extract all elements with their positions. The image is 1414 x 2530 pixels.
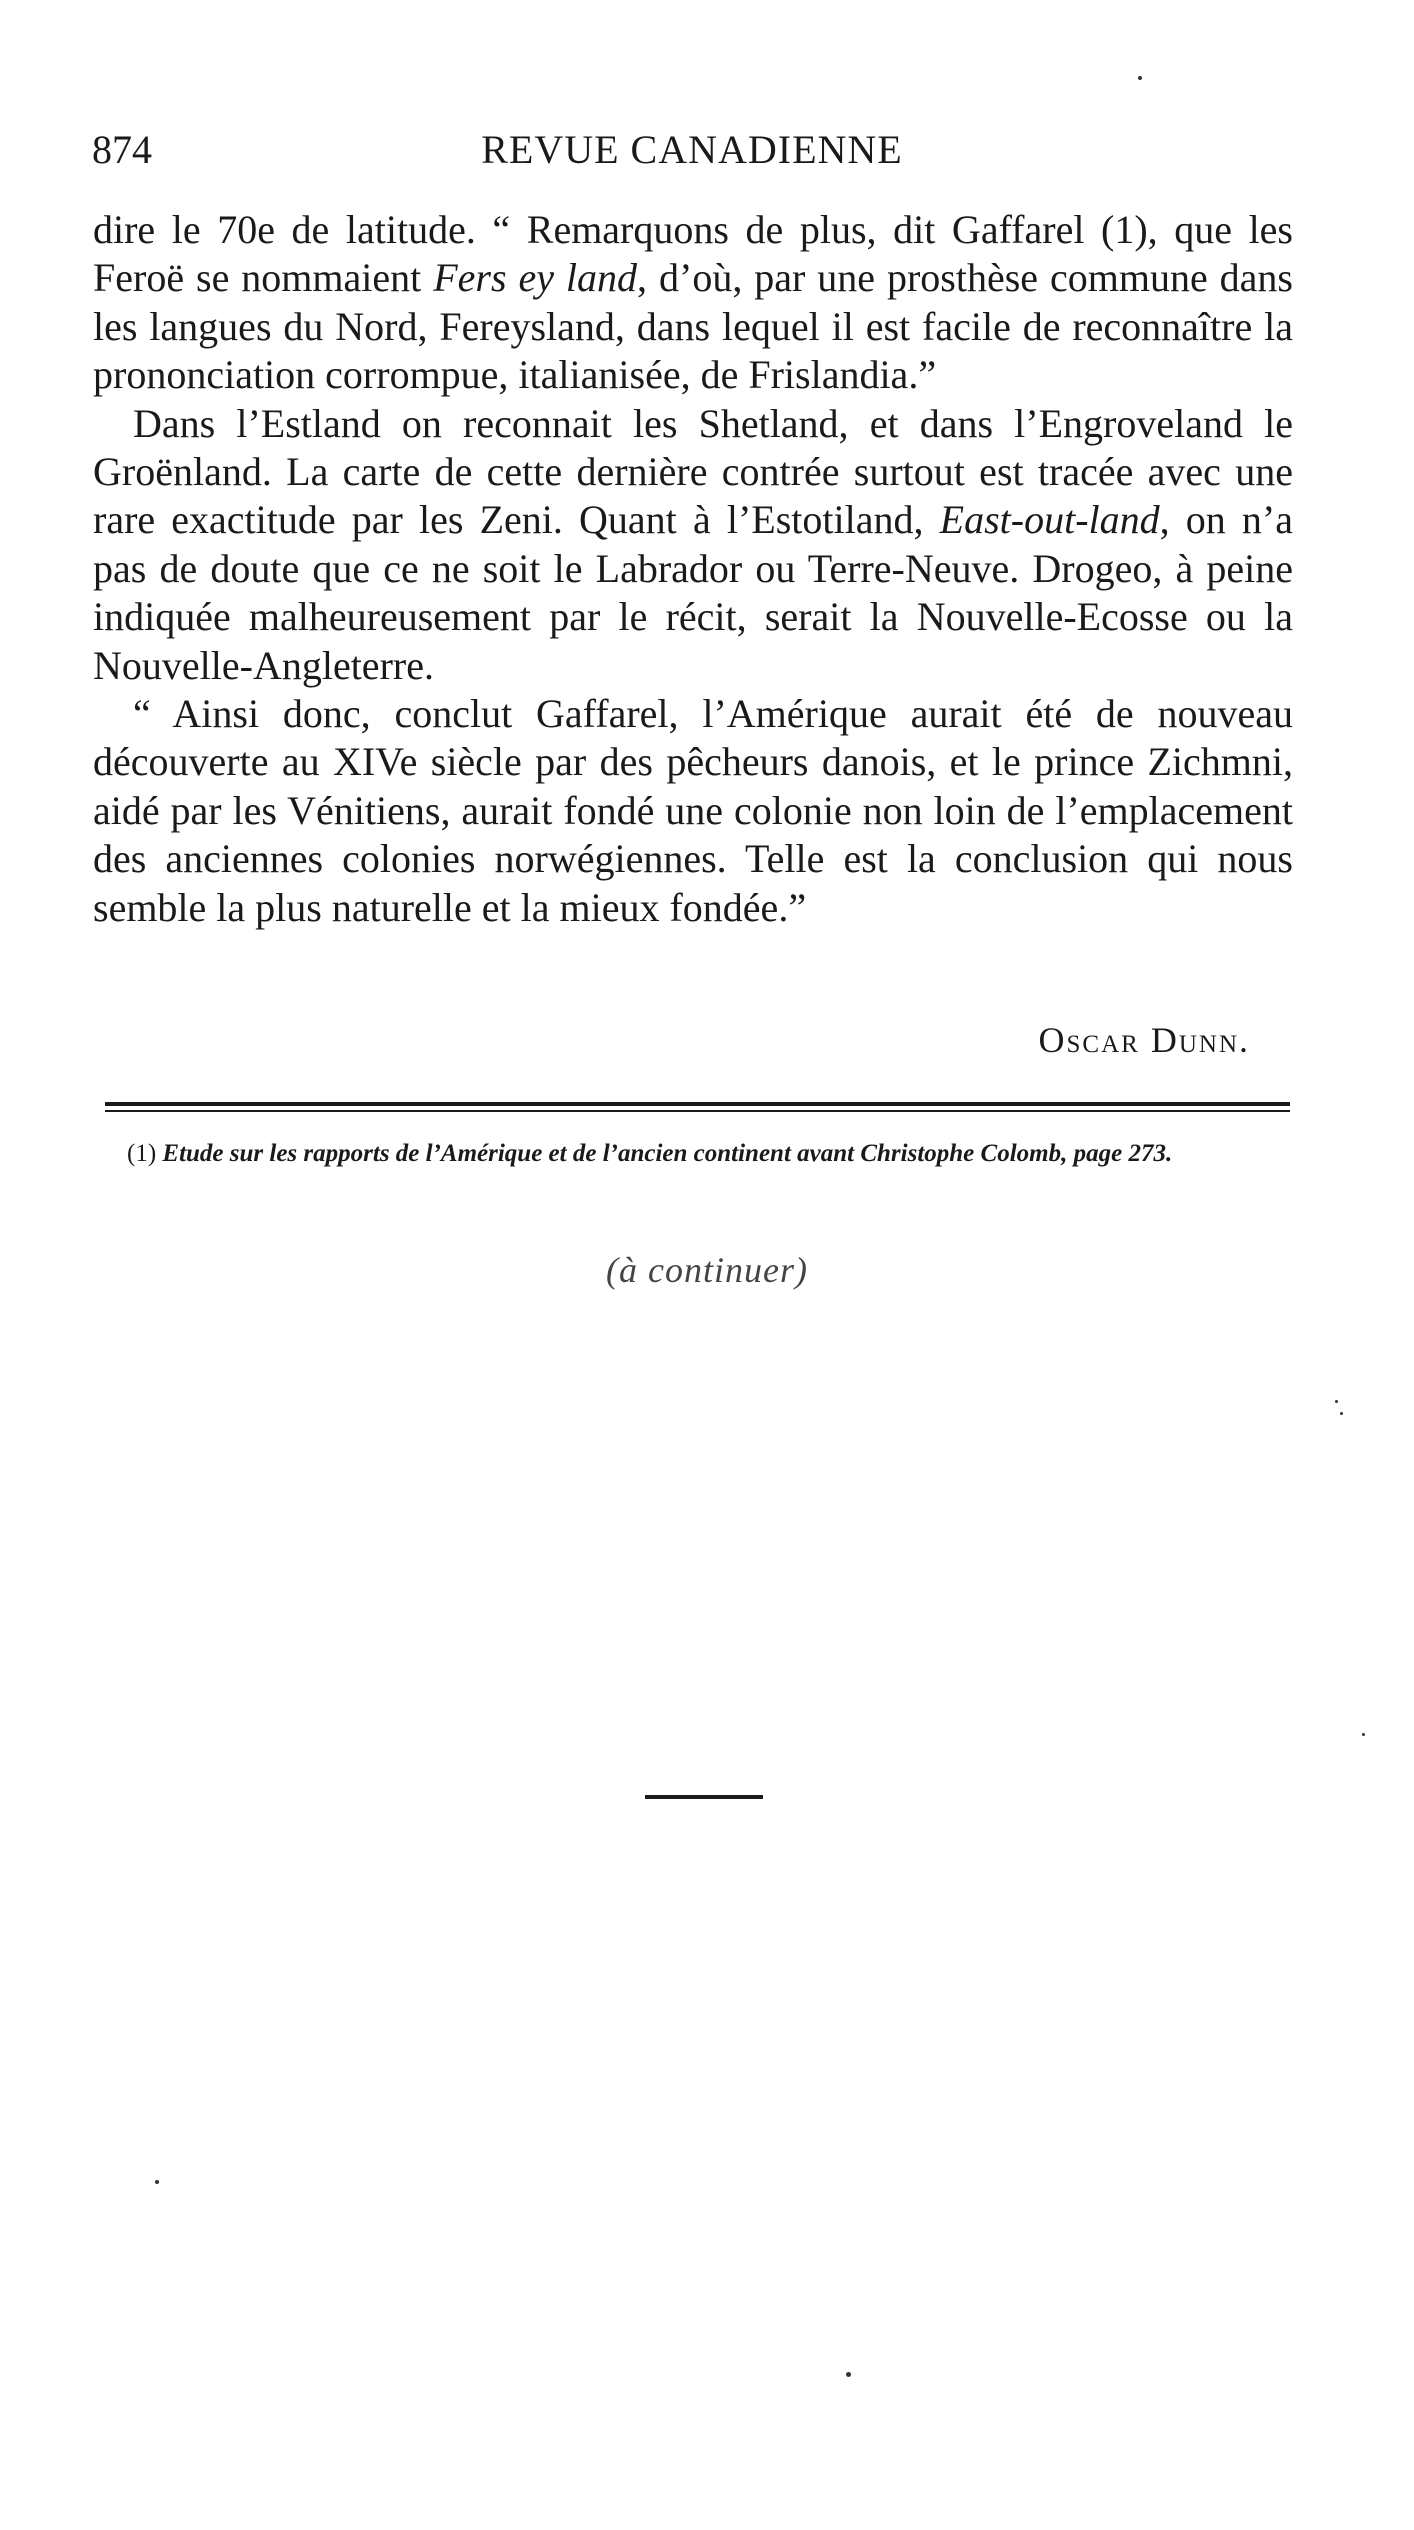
footnote-rule-thick: [105, 1102, 1290, 1106]
footnote-mark: (1): [127, 1140, 157, 1167]
footnote: [105, 1140, 1297, 1168]
paragraph-2-text-a: Dans l’Estland on reconnait les Shetland, et dans l’Engroveland le Groënland. La carte de cette dernière contrée surtout est tracée avec une rare exactitude par les Zeni. Quant à l’Estotiland,: [93, 400, 1293, 543]
continuation-note: (à continuer): [606, 1250, 808, 1290]
article-body: [93, 206, 1293, 932]
paragraph-1-italic: Fers ey land: [433, 255, 638, 301]
page-header: [92, 120, 1292, 180]
running-title: REVUE CANADIENNE: [481, 127, 903, 172]
footnote-title: Etude sur les rapports de l’Amérique et de l’ancien continent avant Christophe Colomb: [162, 1140, 1062, 1167]
paragraph-2: [93, 400, 1293, 690]
scan-speck: [1138, 76, 1142, 80]
paragraph-3: “ Ainsi donc, conclut Gaffarel, l’Amérique aurait été de nouveau découverte au XIVe siècle par des pêcheurs danois, et le prince Zichmni, aidé par les Vénitiens, aurait fondé une colonie non loin de l’emplacement des anciennes colonies norwégiennes. Telle est la conclusion qui nous semble la plus naturelle et la mieux fondée.”: [93, 691, 1293, 930]
author-signature: Oscar Dunn.: [1038, 1020, 1250, 1060]
page-number: 874: [92, 127, 152, 172]
paragraph-1-text-b: , d’où, par une prosthèse commune dans les langues du Nord, Fereysland, dans lequel il est facile de reconnaître la prononciation corrompue, italianisée, de Frislandia.”: [93, 255, 1294, 398]
scan-speck: [1340, 1412, 1343, 1415]
footnote-rule-thin: [105, 1110, 1290, 1112]
paragraph-1: [93, 206, 1293, 400]
paragraph-2-text-b: , on n’a pas de doute que ce ne soit le Labrador ou Terre-Neuve. Drogeo, à peine indiquée malheureusement par le récit, serait la Nouvelle-Ecosse ou la Nouvelle-Angleterre.: [93, 497, 1293, 688]
paragraph-1-text-a: dire le 70e de latitude. “ Remarquons de plus, dit Gaffarel (1), que les Feroë se nommaient: [93, 207, 1293, 301]
scan-speck: [1335, 1400, 1338, 1403]
scan-speck: [1362, 1733, 1365, 1736]
footnote-rest: , page 273.: [1061, 1140, 1173, 1167]
paragraph-2-italic: East-out-land: [939, 497, 1160, 543]
end-rule: [645, 1795, 763, 1799]
scan-speck: [846, 2372, 851, 2377]
scan-speck: [155, 2180, 159, 2184]
